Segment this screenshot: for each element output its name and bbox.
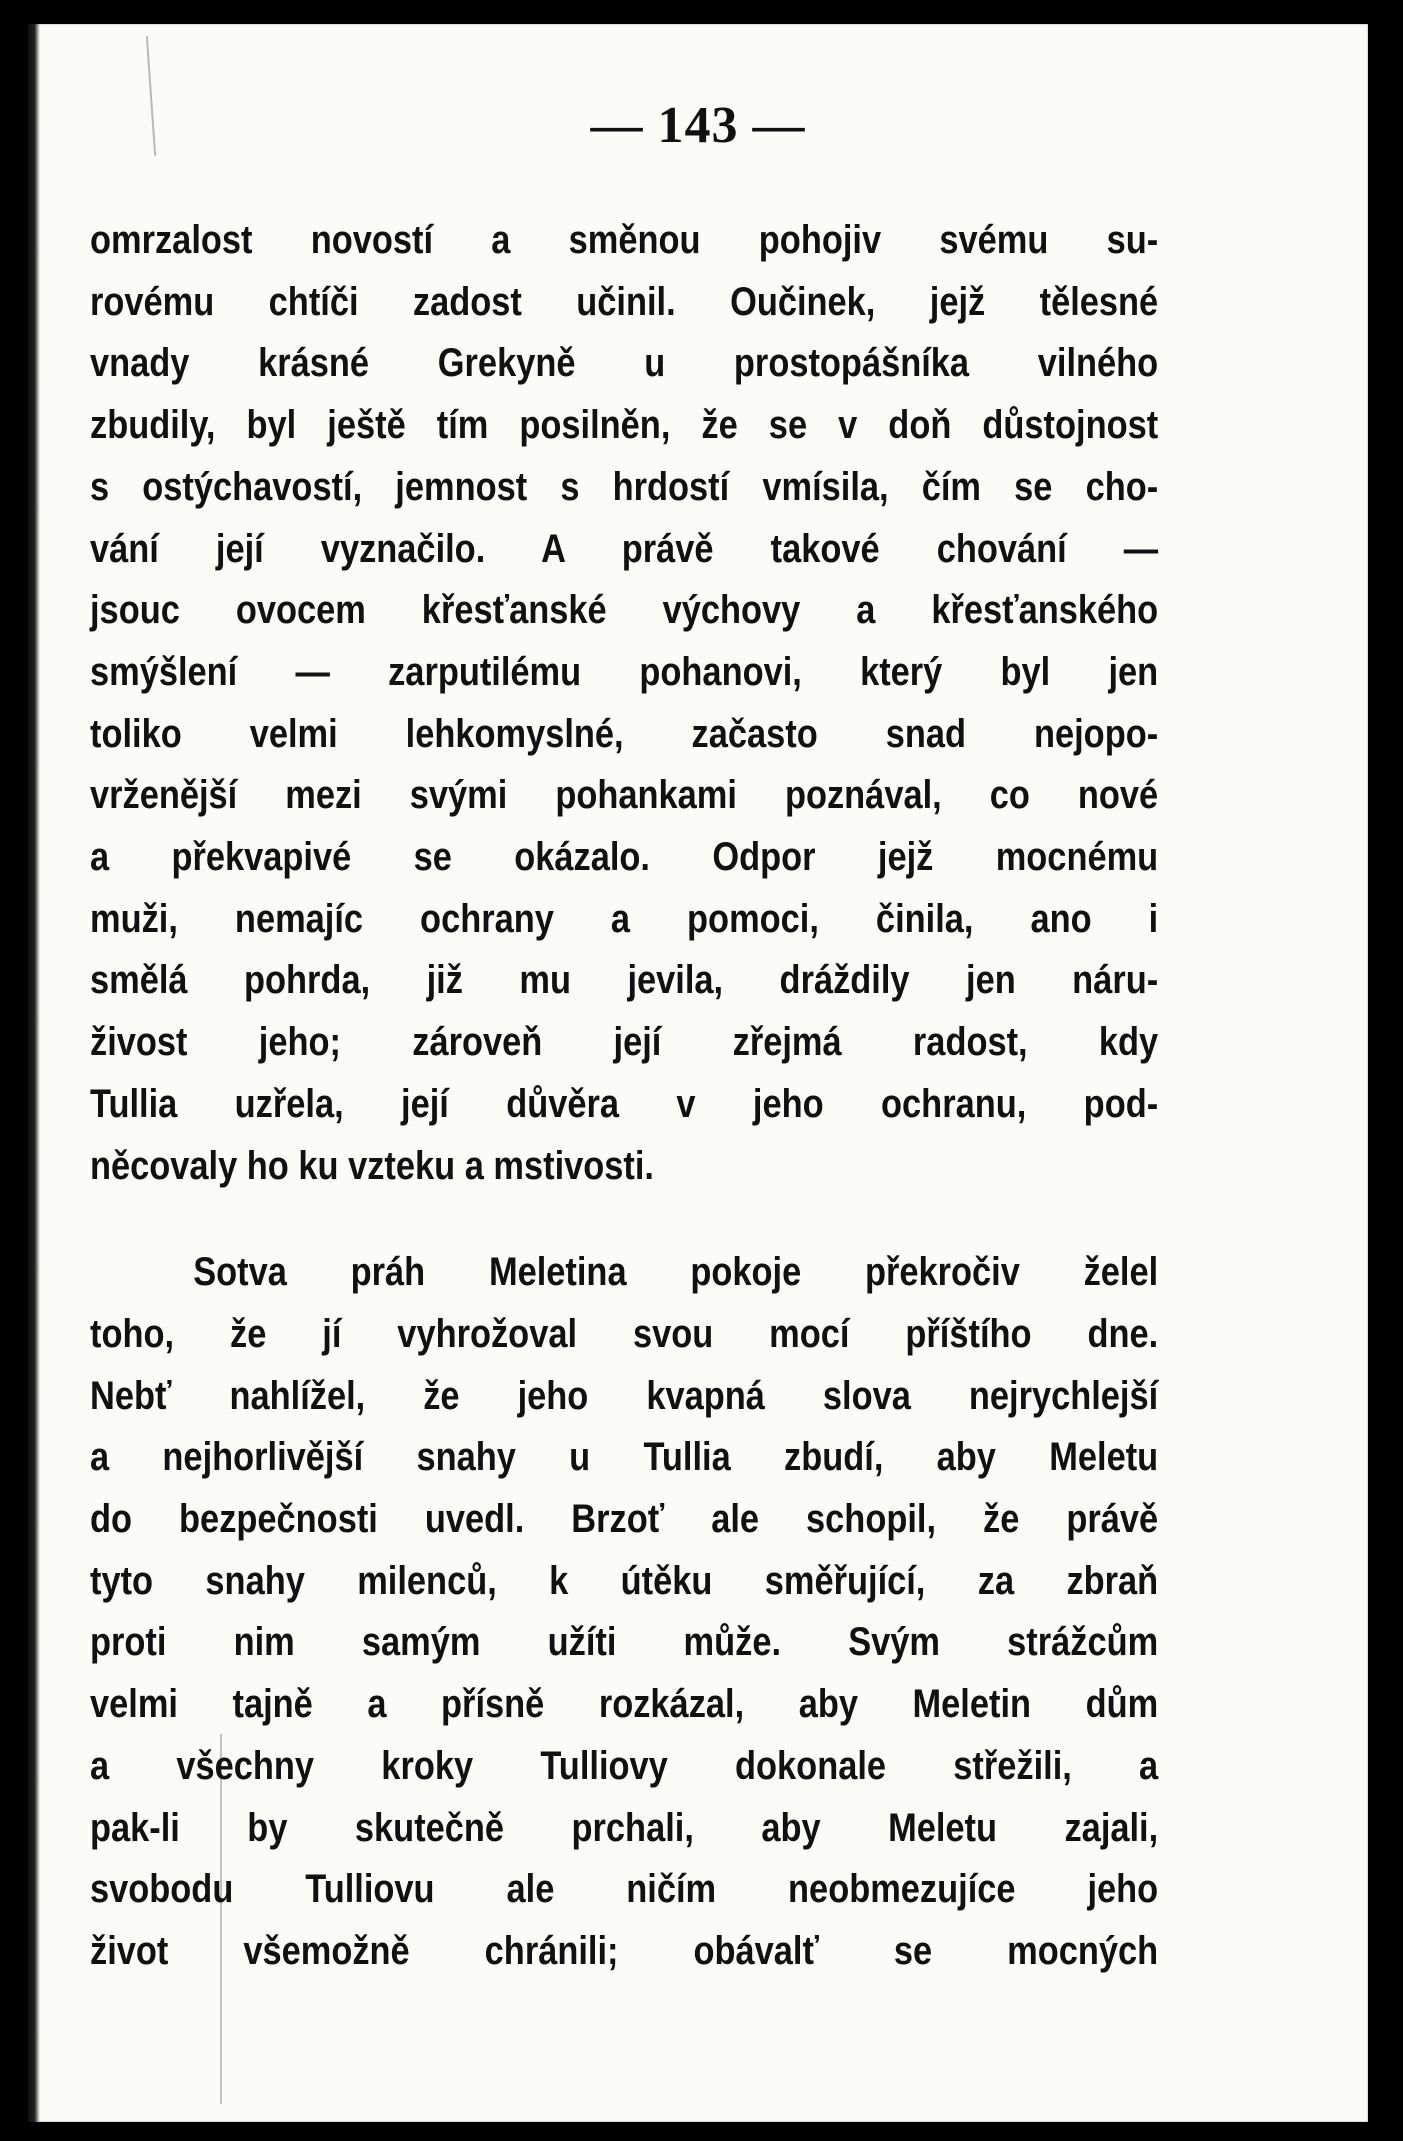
text-line: svobodu Tulliovu ale ničím neobmezujíce jeho bbox=[90, 1867, 1159, 1912]
text-line: smělá pohrda, již mu jevila, dráždily jen náru- bbox=[90, 958, 1159, 1003]
text-line: něcovaly ho ku vzteku a mstivosti. bbox=[90, 1143, 654, 1188]
text-line: toho, že jí vyhrožoval svou mocí příštího dne. bbox=[90, 1311, 1159, 1356]
text-line: velmi tajně a přísně rozkázal, aby Meletin dům bbox=[90, 1682, 1159, 1727]
text-line: vrženější mezi svými pohankami poznával, co nové bbox=[90, 773, 1159, 818]
text-line: proti nim samým užíti může. Svým strážcům bbox=[90, 1620, 1159, 1665]
text-line: vání její vyznačilo. A právě takové chování — bbox=[90, 526, 1159, 571]
body-text bbox=[90, 210, 1158, 1983]
text-line: a všechny kroky Tulliovy dokonale střežili, a bbox=[90, 1743, 1159, 1788]
text-line: vnady krásné Grekyně u prostopášníka vilného bbox=[90, 341, 1159, 386]
text-line: Nebť nahlížel, že jeho kvapná slova nejrychlejší bbox=[90, 1373, 1159, 1418]
text-line: toliko velmi lehkomyslné, začasto snad nejopo- bbox=[90, 711, 1159, 756]
text-line: zbudily, byl ještě tím posilněn, že se v doň důstojnost bbox=[90, 403, 1159, 448]
text-line: život všemožně chránili; obávalť se mocných bbox=[90, 1928, 1159, 1973]
text-line: smýšlení — zarputilému pohanovi, který byl jen bbox=[90, 649, 1159, 694]
paragraph-2 bbox=[90, 1242, 1158, 1982]
text-line: Sotva práh Meletina pokoje překročiv želel bbox=[193, 1250, 1159, 1295]
text-line: jsouc ovocem křesťanské výchovy a křesťanského bbox=[90, 588, 1159, 633]
text-line: omrzalost novostí a směnou pohojiv svému su- bbox=[90, 218, 1159, 262]
page-edge-shadow bbox=[28, 24, 40, 2122]
text-line: rovému chtíči zadost učinil. Oučinek, jejž tělesné bbox=[90, 279, 1159, 324]
text-line: muži, nemajíc ochrany a pomoci, činila, ano i bbox=[90, 896, 1159, 941]
text-line: živost jeho; zároveň její zřejmá radost, kdy bbox=[90, 1020, 1159, 1065]
text-line: a nejhorlivější snahy u Tullia zbudí, aby Meletu bbox=[90, 1435, 1159, 1480]
paragraph-1 bbox=[90, 210, 1158, 1197]
text-line: do bezpečnosti uvedl. Brzoť ale schopil, že právě bbox=[90, 1497, 1159, 1542]
text-line: tyto snahy milenců, k útěku směřující, za zbraň bbox=[90, 1558, 1159, 1603]
text-line: pak-li by skutečně prchali, aby Meletu zajali, bbox=[90, 1805, 1159, 1850]
book-page bbox=[28, 24, 1368, 2122]
text-line: s ostýchavostí, jemnost s hrdostí vmísila, čím se cho- bbox=[90, 464, 1159, 509]
text-line: Tullia uzřela, její důvěra v jeho ochranu, pod- bbox=[90, 1081, 1159, 1126]
page-number: — 143 — bbox=[590, 97, 806, 154]
text-line: a překvapivé se okázalo. Odpor jejž mocnému bbox=[90, 835, 1159, 880]
